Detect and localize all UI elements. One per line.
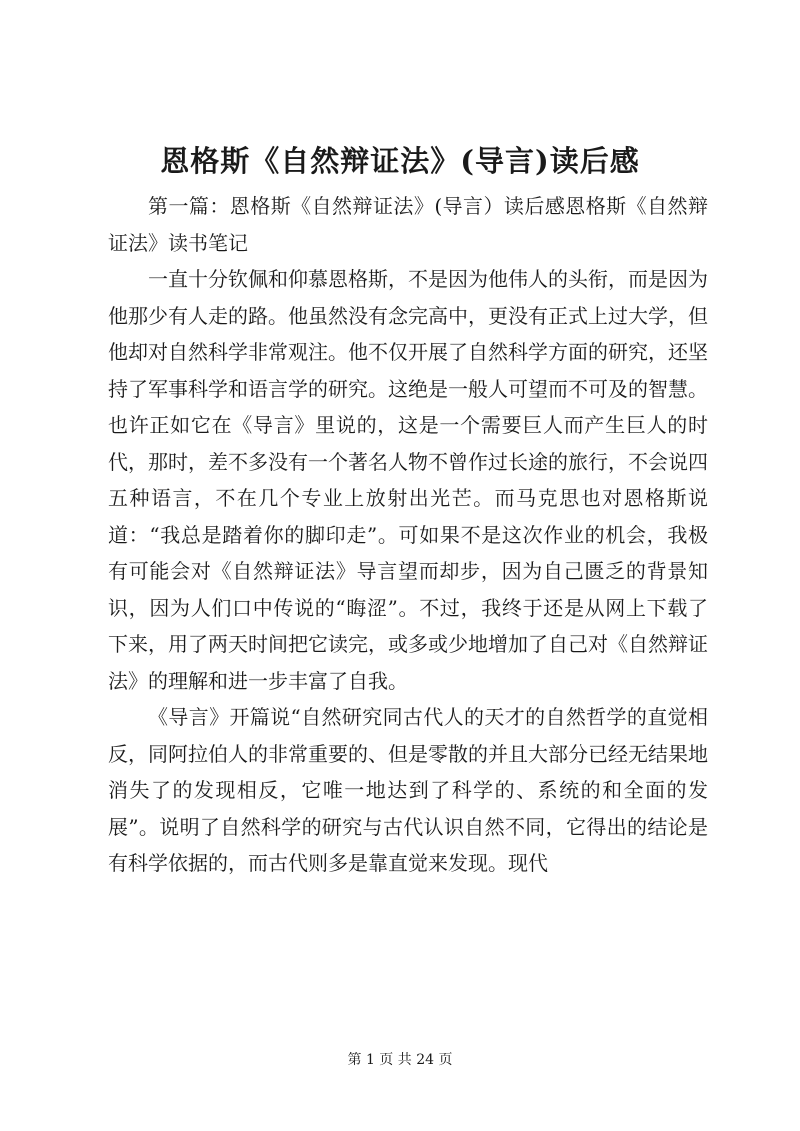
paragraph-2: 一直十分钦佩和仰慕恩格斯，不是因为他伟人的头衔，而是因为他那少有人走的路。他虽然没有念完高中，更没有正式上过大学，但他却对自然科学非常观注。他不仅开展了自然科学方面的研究，还坚持了军事科学和语言学的研究。这绝是一般人可望而不可及的智慧。也许正如它在《导言》里说的，这是一个需要巨人而产生巨人的时代，那时，差不多没有一个著名人物不曾作过长途的旅行，不会说四五种语言，不在几个专业上放射出光芒。而马克思也对恩格斯说道：“我总是踏着你的脚印走”。可如果不是这次作业的机会，我极有可能会对《自然辩证法》导言望而却步，因为自己匮乏的背景知识，因为人们口中传说的“晦涩”。不过，我终于还是从网上下载了下来，用了两天时间把它读完，或多或少地增加了自己对《自然辩证法》的理解和进一步丰富了自我。 — [108, 267, 708, 693]
paragraph-1: 第一篇：恩格斯《自然辩证法》(导言）读后感恩格斯《自然辩证法》读书笔记 — [108, 194, 708, 255]
page-footer — [0, 1050, 800, 1070]
page-number-label: 第 1 页 共 24 页 — [347, 1052, 453, 1068]
document-body — [108, 188, 708, 882]
document-title: 恩格斯《自然辩证法》(导言)读后感 — [160, 144, 640, 178]
paragraph-3: 《导言》开篇说“自然研究同古代人的天才的自然哲学的直觉相反，同阿拉伯人的非常重要的、但是零散的并且大部分已经无结果地消失了的发现相反，它唯一地达到了科学的、系统的和全面的发展”。说明了自然科学的研究与古代认识自然不同，它得出的结论是有科学依据的，而古代则多是靠直觉来发现。现代 — [108, 705, 708, 875]
